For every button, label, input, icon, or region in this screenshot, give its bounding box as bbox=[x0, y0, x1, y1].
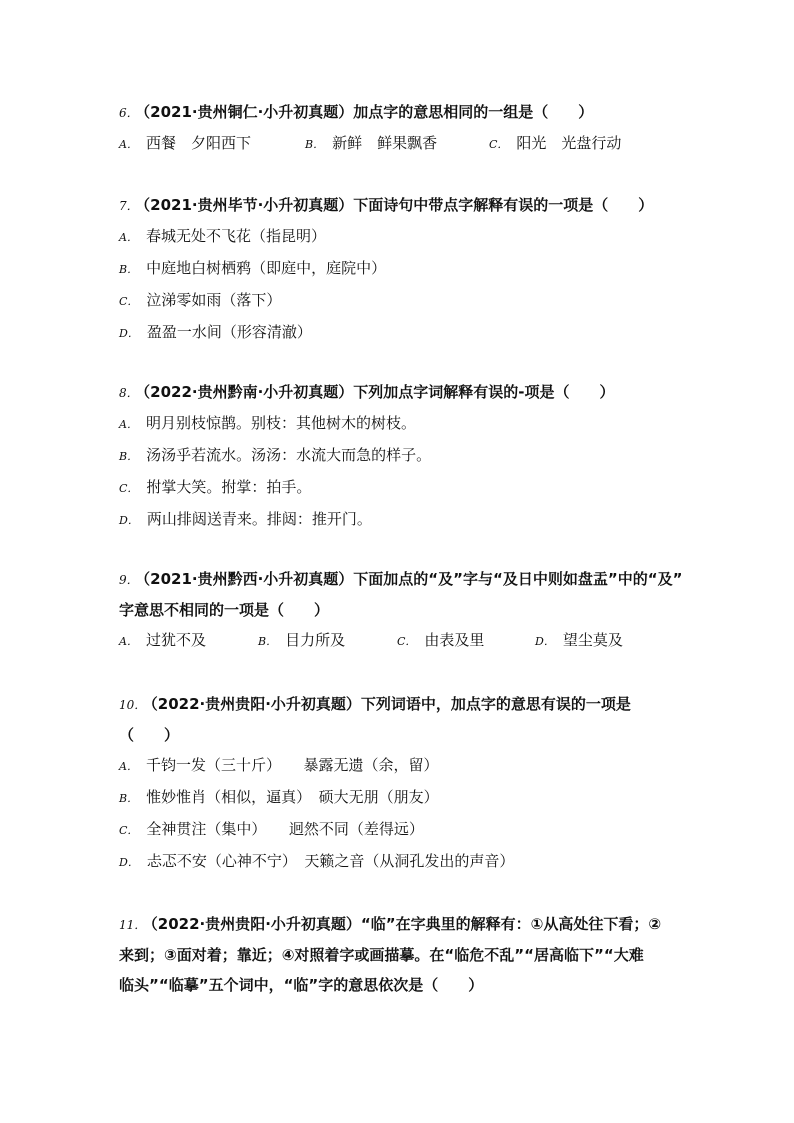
question-stem bbox=[119, 190, 679, 221]
question-stem bbox=[119, 97, 679, 128]
option-d[interactable]: D． 望尘莫及 bbox=[535, 631, 623, 649]
question-text: （2022·贵州黔南·小升初真题）下列加点字词解释有误的-项是（ ） bbox=[142, 383, 615, 401]
question-stem-continued bbox=[119, 720, 679, 750]
question-text-line-1: （2021·贵州黔西·小升初真题）下面加点的“及”字与“及日中则如盘盂”中的“及” bbox=[142, 570, 683, 588]
question-number: 7． bbox=[119, 199, 139, 213]
question-stem-continued bbox=[119, 940, 679, 970]
option-c[interactable]: C． 泣涕零如雨（落下） bbox=[119, 291, 282, 309]
option-a[interactable]: A． 明月别枝惊鹊。别枝：其他树木的树枝。 bbox=[119, 414, 416, 432]
question-stem bbox=[119, 689, 679, 720]
question-stem bbox=[119, 377, 679, 408]
option-a[interactable]: A． 千钧一发（三十斤） 暴露无遗（余，留） bbox=[119, 756, 439, 774]
question-number: 6． bbox=[119, 106, 139, 120]
option-b[interactable]: B． 目力所及 bbox=[258, 631, 346, 649]
question-text-line-1: （2022·贵州贵阳·小升初真题）下列词语中，加点字的意思有误的一项是 bbox=[150, 695, 631, 713]
option-a[interactable]: A． 西餐 夕阳西下 bbox=[119, 134, 251, 152]
question-9 bbox=[119, 564, 683, 656]
option-c[interactable]: C． 全神贯注（集中） 迥然不同（差得远） bbox=[119, 820, 424, 838]
question-text-line-2: 来到；③面对着；靠近；④对照着字或画描摹。在“临危不乱”“居高临下”“大难 bbox=[119, 946, 644, 964]
option-c[interactable]: C． 阳光 光盘行动 bbox=[489, 134, 622, 152]
question-number: 9． bbox=[119, 573, 139, 587]
option-d[interactable]: D． 两山排闼送青来。排闼：推开门。 bbox=[119, 510, 372, 528]
question-stem-continued bbox=[119, 970, 679, 1000]
option-d[interactable]: D． 忐忑不安（心神不宁） 天籁之音（从洞孔发出的声音） bbox=[119, 852, 515, 870]
question-6 bbox=[119, 97, 679, 159]
question-8 bbox=[119, 377, 679, 536]
question-text-line-3: 临头”“临摹”五个词中，“临”字的意思依次是（ ） bbox=[119, 976, 484, 994]
question-text-line-2: 字意思不相同的一项是（ ） bbox=[119, 601, 330, 619]
question-stem bbox=[119, 909, 679, 940]
question-stem bbox=[119, 564, 683, 595]
option-b[interactable]: B． 中庭地白树栖鸦（即庭中，庭院中） bbox=[119, 259, 387, 277]
option-c[interactable]: C． 拊掌大笑。拊掌：拍手。 bbox=[119, 478, 312, 496]
question-text-line-1: （2022·贵州贵阳·小升初真题）“临”在字典里的解释有：①从高处往下看；② bbox=[150, 915, 662, 933]
option-b[interactable]: B． 新鲜 鲜果飘香 bbox=[305, 134, 438, 152]
question-number: 8． bbox=[119, 386, 139, 400]
question-text-line-2: （ ） bbox=[119, 726, 180, 744]
question-stem-continued bbox=[119, 595, 679, 625]
option-b[interactable]: B． 汤汤乎若流水。汤汤：水流大而急的样子。 bbox=[119, 446, 432, 464]
options-row bbox=[119, 625, 679, 656]
options-row bbox=[119, 128, 679, 159]
question-11 bbox=[119, 909, 679, 1000]
option-a[interactable]: A． 过犹不及 bbox=[119, 631, 206, 649]
question-number: 10． bbox=[119, 698, 147, 712]
option-b[interactable]: B． 惟妙惟肖（相似，逼真） 硕大无朋（朋友） bbox=[119, 788, 439, 806]
option-a[interactable]: A． 春城无处不飞花（指昆明） bbox=[119, 227, 326, 245]
question-number: 11． bbox=[119, 918, 147, 932]
question-text: （2021·贵州毕节·小升初真题）下面诗句中带点字解释有误的一项是（ ） bbox=[142, 196, 654, 214]
option-c[interactable]: C． 由表及里 bbox=[397, 631, 485, 649]
question-10 bbox=[119, 689, 679, 878]
question-7 bbox=[119, 190, 679, 349]
question-text: （2021·贵州铜仁·小升初真题）加点字的意思相同的一组是（ ） bbox=[142, 103, 594, 121]
option-d[interactable]: D． 盈盈一水间（形容清澈） bbox=[119, 323, 312, 341]
